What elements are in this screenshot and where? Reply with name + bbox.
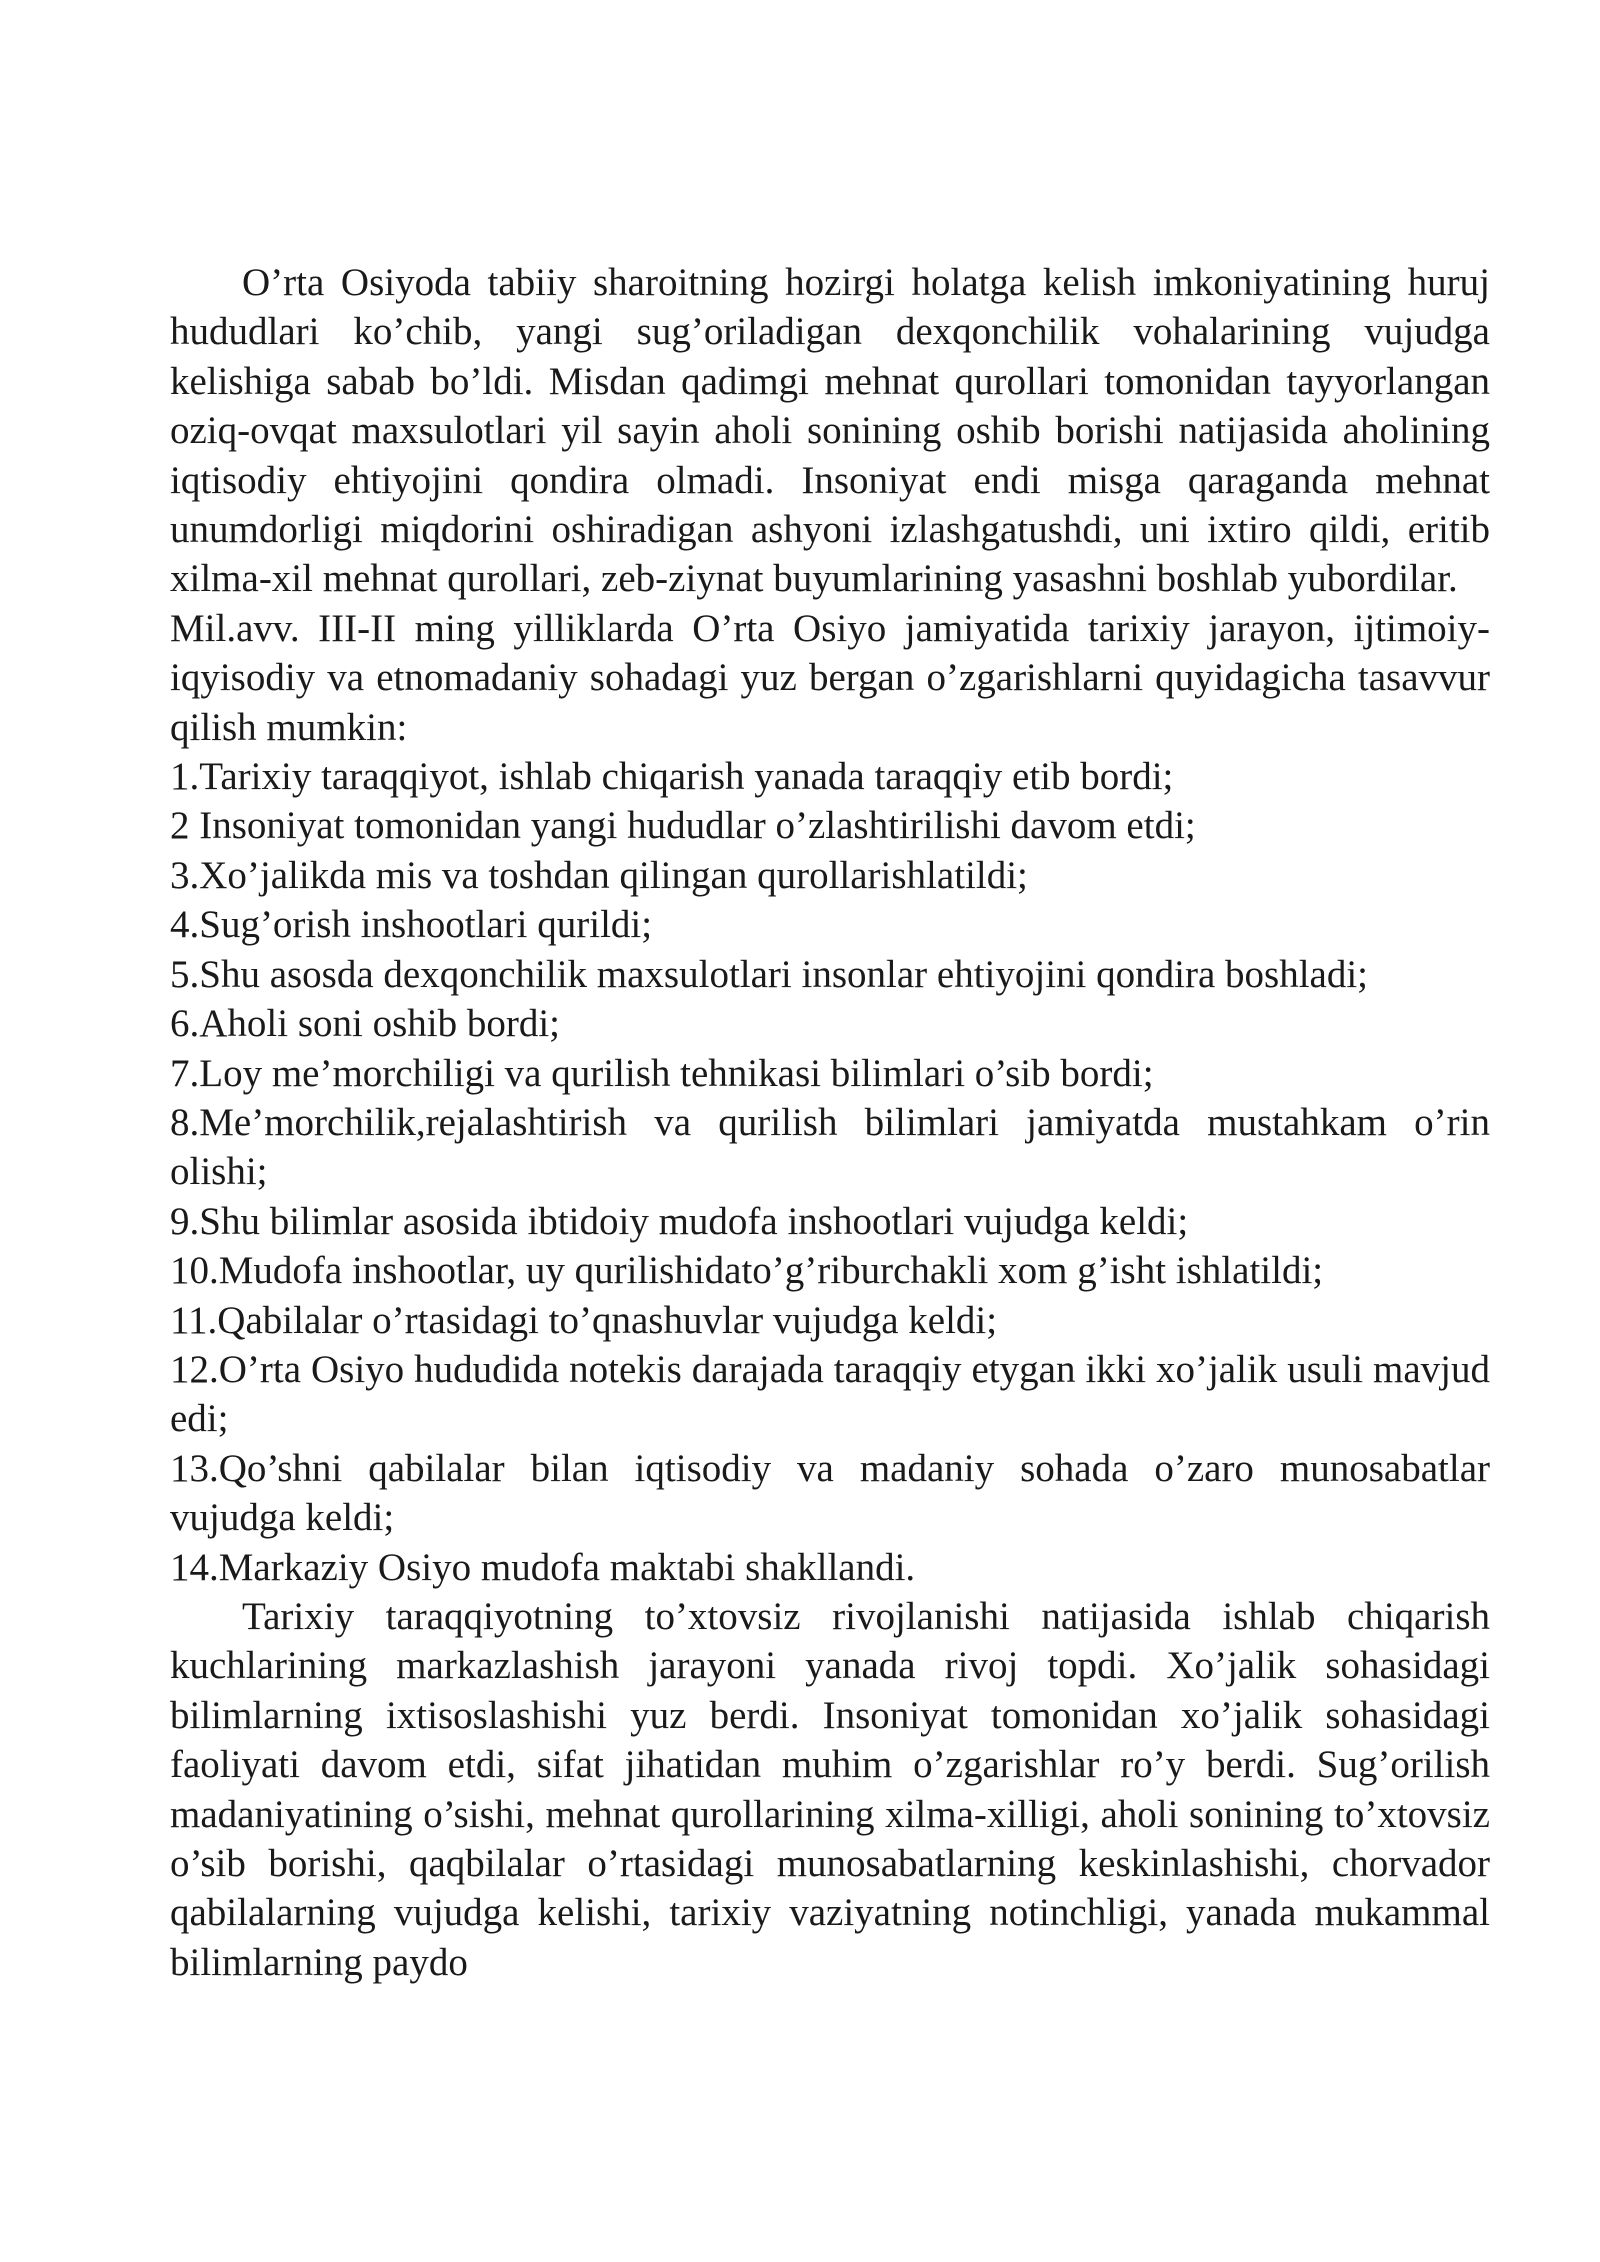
list-item: 3.Xo’jalikda mis va toshdan qilingan qurollarishlatildi; — [170, 853, 1028, 897]
paragraph-intro: O’rta Osiyoda tabiiy sharoitning hozirgi holatga kelish imkoniyatining huruj hududlari ko’chib, yangi sug’oriladigan dexqonchilik vohalarining vujudga kelishiga sabab bo’ldi. Misdan qadimgi mehnat qurollari tomonidan tayyorlangan oziq-ovqat maxsulotlari yil sayin aholi sonining oshib borishi natijasida aholining iqtisodiy ehtiyojini qondira olmadi. Insoniyat endi misga qaraganda mehnat unumdorligi miqdorini oshiradigan ashyoni izlashgatushdi, uni ixtiro qildi, eritib xilma-xil mehnat qurollari, zeb-ziynat buyumlarining yasashni boshlab yubordilar. — [170, 261, 1490, 601]
list-item: 13.Qo’shni qabilalar bilan iqtisodiy va madaniy sohada o’zaro munosabatlar vujudga keldi; — [170, 1446, 1490, 1540]
list-item: 12.O’rta Osiyo hududida notekis darajada taraqqiy etygan ikki xo’jalik usuli mavjud edi; — [170, 1347, 1490, 1441]
list-item: 11.Qabilalar o’rtasidagi to’qnashuvlar vujudga keldi; — [170, 1298, 998, 1342]
document-page — [170, 258, 1490, 1987]
list-item: 7.Loy me’morchiligi va qurilish tehnikasi bilimlari o’sib bordi; — [170, 1051, 1154, 1095]
list-item: 10.Mudofa inshootlar, uy qurilishidato’g’riburchakli xom g’isht ishlatildi; — [170, 1249, 1324, 1293]
list-item: 9.Shu bilimlar asosida ibtidoiy mudofa inshootlari vujudga keldi; — [170, 1199, 1189, 1243]
paragraph-list-lead: Mil.avv. III-II ming yilliklarda O’rta Osiyo jamiyatida tarixiy jarayon, ijtimoiy-iqyisodiy va etnomadaniy sohadagi yuz bergan o’zgarishlarni quyidagicha tasavvur qilish mumkin: — [170, 606, 1490, 749]
list-item: 6.Aholi soni oshib bordi; — [170, 1002, 561, 1046]
list-item: 1.Tarixiy taraqqiyot, ishlab chiqarish yanada taraqqiy etib bordi; — [170, 755, 1174, 799]
list-item: 8.Me’morchilik,rejalashtirish va qurilish bilimlari jamiyatda mustahkam o’rin olishi; — [170, 1100, 1490, 1194]
list-item: 2 Insoniyat tomonidan yangi hududlar o’zlashtirilishi davom etdi; — [170, 804, 1196, 848]
list-item: 4.Sug’orish inshootlari qurildi; — [170, 903, 653, 947]
numbered-list — [170, 752, 1490, 1592]
paragraph-conclusion: Tarixiy taraqqiyotning to’xtovsiz rivojlanishi natijasida ishlab chiqarish kuchlarining markazlashish jarayoni yanada rivoj topdi. Xo’jalik sohasidagi bilimlarning ixtisoslashishi yuz berdi. Insoniyat tomonidan xo’jalik sohasidagi faoliyati davom etdi, sifat jihatidan muhim o’zgarishlar ro’y berdi. Sug’orilish madaniyatining o’sishi, mehnat qurollarining xilma-xilligi, aholi sonining to’xtovsiz o’sib borishi, qaqbilalar o’rtasidagi munosabatlarning keskinlashishi, chorvador qabilalarning vujudga kelishi, tarixiy vaziyatning notinchligi, yanada mukammal bilimlarning paydo — [170, 1594, 1490, 1984]
list-item: 5.Shu asosda dexqonchilik maxsulotlari insonlar ehtiyojini qondira boshladi; — [170, 952, 1369, 996]
list-item: 14.Markaziy Osiyo mudofa maktabi shakllandi. — [170, 1545, 916, 1589]
